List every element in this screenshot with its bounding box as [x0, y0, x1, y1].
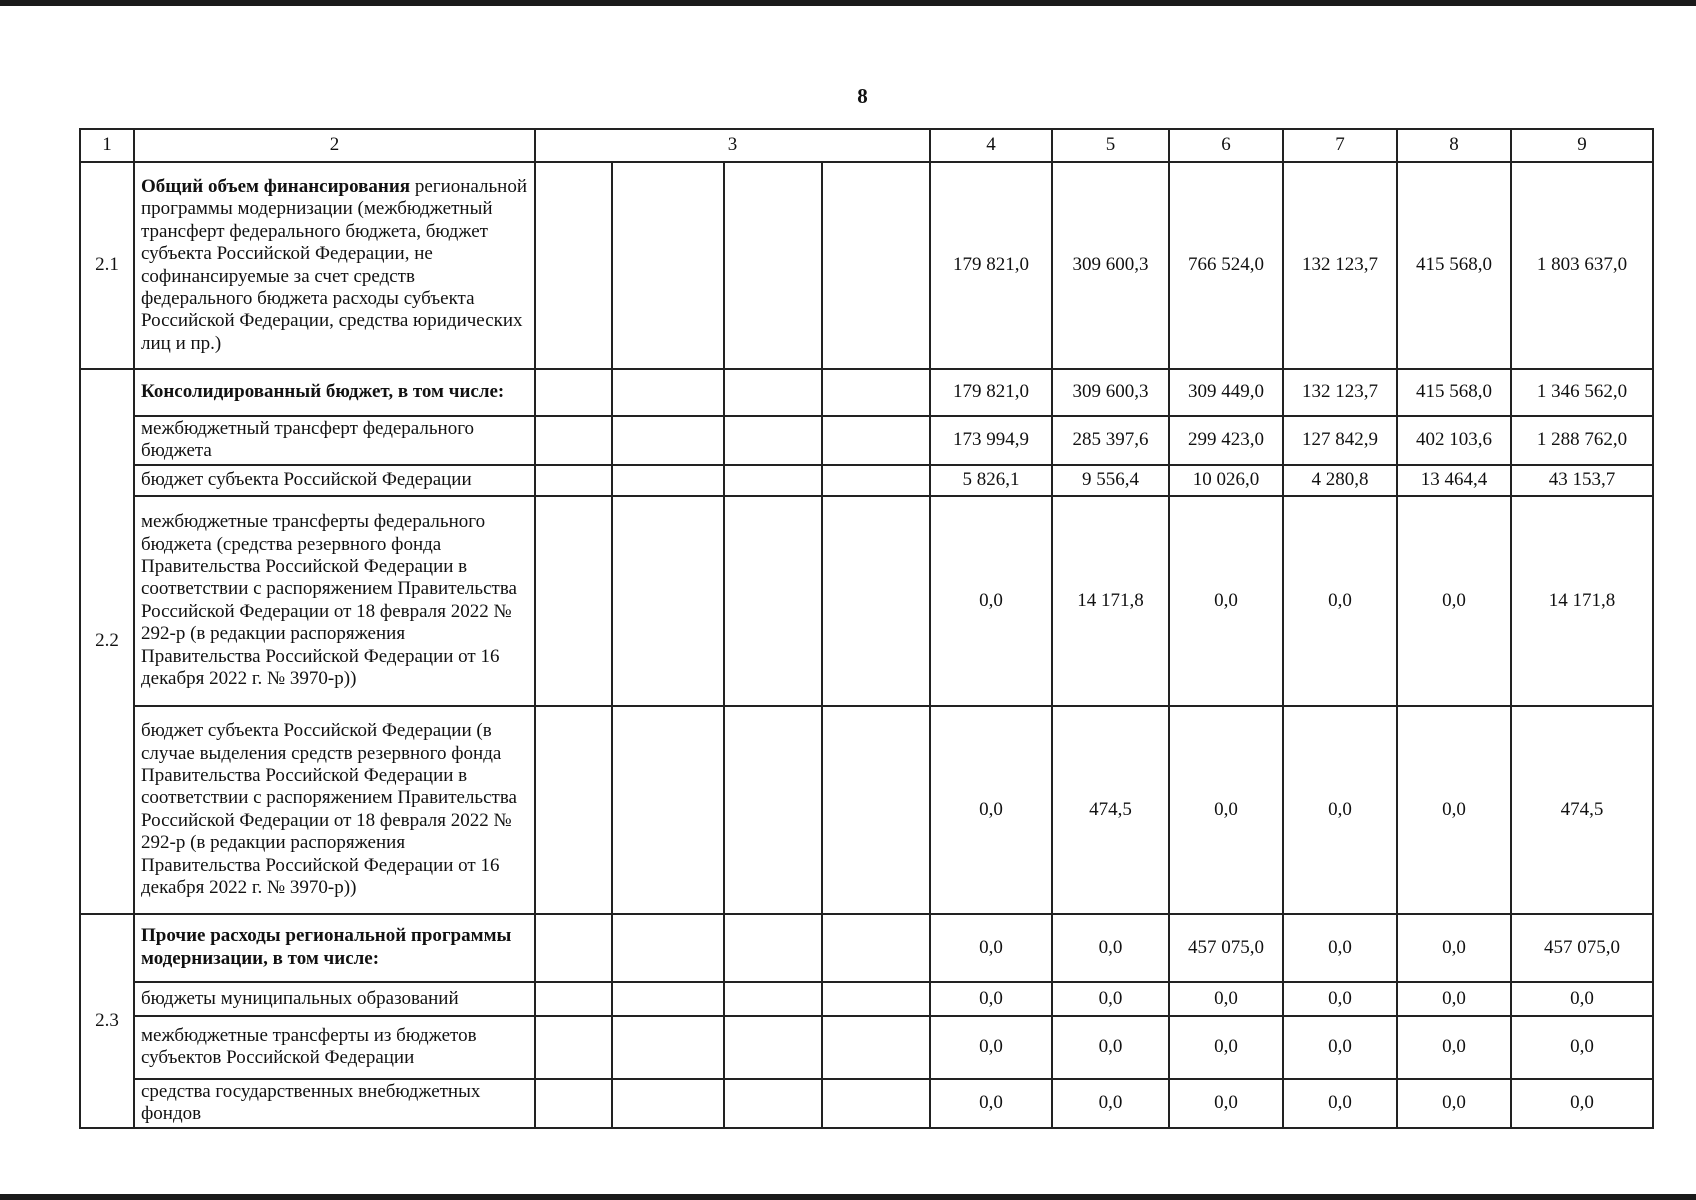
empty-cell: [724, 465, 822, 496]
header-cell: 6: [1169, 129, 1283, 162]
row-code: 2.1: [80, 162, 134, 369]
table-header-row: [80, 129, 1653, 162]
header-cell: 3: [535, 129, 930, 162]
empty-cell: [724, 706, 822, 914]
value-cell: 0,0: [1283, 914, 1397, 982]
value-cell: 10 026,0: [1169, 465, 1283, 496]
row-description: межбюджетные трансферты из бюджетов субъектов Российской Федерации: [134, 1016, 535, 1079]
value-cell: 43 153,7: [1511, 465, 1653, 496]
value-cell: 0,0: [1169, 1079, 1283, 1128]
value-cell: 132 123,7: [1283, 369, 1397, 416]
value-cell: 179 821,0: [930, 369, 1052, 416]
empty-cell: [822, 465, 930, 496]
empty-cell: [535, 706, 612, 914]
value-cell: 0,0: [1397, 1079, 1511, 1128]
scan-edge-bottom: [0, 1194, 1696, 1200]
value-cell: 0,0: [1169, 1016, 1283, 1079]
value-cell: 0,0: [1169, 496, 1283, 706]
value-cell: 0,0: [930, 706, 1052, 914]
value-cell: 0,0: [1397, 496, 1511, 706]
row-description: бюджет субъекта Российской Федерации: [134, 465, 535, 496]
scan-edge-top: [0, 0, 1696, 6]
row-description: [134, 162, 535, 369]
empty-cell: [822, 982, 930, 1016]
value-cell: 4 280,8: [1283, 465, 1397, 496]
value-cell: 1 803 637,0: [1511, 162, 1653, 369]
value-cell: 0,0: [1052, 982, 1169, 1016]
row-description: Консолидированный бюджет, в том числе:: [134, 369, 535, 416]
empty-cell: [724, 369, 822, 416]
page-number: 8: [857, 84, 868, 108]
header-cell: 4: [930, 129, 1052, 162]
value-cell: 474,5: [1511, 706, 1653, 914]
value-cell: 0,0: [1052, 1016, 1169, 1079]
empty-cell: [612, 1079, 724, 1128]
empty-cell: [535, 914, 612, 982]
header-cell: 9: [1511, 129, 1653, 162]
value-cell: 1 346 562,0: [1511, 369, 1653, 416]
value-cell: 132 123,7: [1283, 162, 1397, 369]
empty-cell: [724, 1016, 822, 1079]
value-cell: 0,0: [1283, 1079, 1397, 1128]
value-cell: 0,0: [1511, 1079, 1653, 1128]
empty-cell: [612, 982, 724, 1016]
empty-cell: [535, 465, 612, 496]
value-cell: 0,0: [1511, 1016, 1653, 1079]
table-row: [80, 982, 1653, 1016]
value-cell: 14 171,8: [1511, 496, 1653, 706]
value-cell: 299 423,0: [1169, 416, 1283, 465]
value-cell: 0,0: [930, 982, 1052, 1016]
value-cell: 0,0: [930, 1016, 1052, 1079]
value-cell: 0,0: [1283, 496, 1397, 706]
empty-cell: [535, 416, 612, 465]
empty-cell: [724, 982, 822, 1016]
value-cell: 0,0: [1052, 1079, 1169, 1128]
row-description: средства государственных внебюджетных фондов: [134, 1079, 535, 1128]
value-cell: 0,0: [1397, 1016, 1511, 1079]
empty-cell: [612, 914, 724, 982]
value-cell: 474,5: [1052, 706, 1169, 914]
value-cell: 0,0: [930, 496, 1052, 706]
empty-cell: [724, 1079, 822, 1128]
value-cell: 13 464,4: [1397, 465, 1511, 496]
empty-cell: [724, 162, 822, 369]
empty-cell: [612, 465, 724, 496]
value-cell: 766 524,0: [1169, 162, 1283, 369]
empty-cell: [535, 162, 612, 369]
table-row: [80, 914, 1653, 982]
table-row: [80, 1016, 1653, 1079]
value-cell: 127 842,9: [1283, 416, 1397, 465]
empty-cell: [822, 706, 930, 914]
empty-cell: [612, 496, 724, 706]
value-cell: 402 103,6: [1397, 416, 1511, 465]
value-cell: 0,0: [1169, 706, 1283, 914]
empty-cell: [612, 706, 724, 914]
empty-cell: [612, 416, 724, 465]
empty-cell: [724, 914, 822, 982]
value-cell: 415 568,0: [1397, 162, 1511, 369]
empty-cell: [612, 369, 724, 416]
empty-cell: [822, 496, 930, 706]
table-row: [80, 416, 1653, 465]
value-cell: 179 821,0: [930, 162, 1052, 369]
row-title-continued: региональной программы модернизации (межбюджетный трансферт федерального бюджета, бюджет субъекта Российской Федерации, не софинансируемые за счет средств федерального бюджета расходы субъекта Российской Федерации, средства юридических лиц и пр.): [141, 175, 527, 354]
value-cell: 309 600,3: [1052, 162, 1169, 369]
table-row: [80, 1079, 1653, 1128]
value-cell: 0,0: [1397, 914, 1511, 982]
value-cell: 0,0: [1397, 706, 1511, 914]
header-cell: 7: [1283, 129, 1397, 162]
header-cell: 1: [80, 129, 134, 162]
row-code: 2.3: [80, 914, 134, 1128]
value-cell: 309 449,0: [1169, 369, 1283, 416]
table-row: [80, 496, 1653, 706]
header-cell: 5: [1052, 129, 1169, 162]
value-cell: 173 994,9: [930, 416, 1052, 465]
row-description: бюджет субъекта Российской Федерации (в случае выделения средств резервного фонда Правительства Российской Федерации в соответствии с распоряжением Правительства Российской Федерации от 18 февраля 2022 № 292-р (в редакции распоряжения Правительства Российской Федерации от 16 декабря 2022 г. № 3970-р)): [134, 706, 535, 914]
table-row: [80, 706, 1653, 914]
empty-cell: [822, 914, 930, 982]
value-cell: 0,0: [1169, 982, 1283, 1016]
empty-cell: [724, 416, 822, 465]
row-description: межбюджетные трансферты федерального бюджета (средства резервного фонда Правительства Российской Федерации в соответствии с распоряжением Правительства Российской Федерации от 18 февраля 2022 № 292-р (в редакции распоряжения Правительства Российской Федерации от 16 декабря 2022 г. № 3970-р)): [134, 496, 535, 706]
table-row: [80, 162, 1653, 369]
value-cell: 9 556,4: [1052, 465, 1169, 496]
row-description: межбюджетный трансферт федерального бюджета: [134, 416, 535, 465]
value-cell: 309 600,3: [1052, 369, 1169, 416]
value-cell: 14 171,8: [1052, 496, 1169, 706]
empty-cell: [535, 369, 612, 416]
value-cell: 0,0: [1511, 982, 1653, 1016]
value-cell: 0,0: [1283, 1016, 1397, 1079]
value-cell: 0,0: [930, 914, 1052, 982]
value-cell: 0,0: [1397, 982, 1511, 1016]
row-code: 2.2: [80, 369, 134, 914]
header-cell: 2: [134, 129, 535, 162]
empty-cell: [822, 1016, 930, 1079]
value-cell: 0,0: [1052, 914, 1169, 982]
header-cell: 8: [1397, 129, 1511, 162]
empty-cell: [535, 1079, 612, 1128]
value-cell: 0,0: [1283, 982, 1397, 1016]
empty-cell: [535, 1016, 612, 1079]
row-description: Прочие расходы региональной программы модернизации, в том числе:: [134, 914, 535, 982]
empty-cell: [822, 162, 930, 369]
empty-cell: [822, 1079, 930, 1128]
value-cell: 457 075,0: [1511, 914, 1653, 982]
empty-cell: [535, 982, 612, 1016]
empty-cell: [822, 369, 930, 416]
value-cell: 285 397,6: [1052, 416, 1169, 465]
value-cell: 1 288 762,0: [1511, 416, 1653, 465]
value-cell: 457 075,0: [1169, 914, 1283, 982]
empty-cell: [822, 416, 930, 465]
table-row: [80, 369, 1653, 416]
budget-table: [79, 128, 1654, 1129]
row-title: Общий объем финансирования: [141, 175, 411, 197]
row-description: бюджеты муниципальных образований: [134, 982, 535, 1016]
value-cell: 0,0: [930, 1079, 1052, 1128]
value-cell: 0,0: [1283, 706, 1397, 914]
empty-cell: [535, 496, 612, 706]
value-cell: 5 826,1: [930, 465, 1052, 496]
table-row: [80, 465, 1653, 496]
empty-cell: [724, 496, 822, 706]
empty-cell: [612, 162, 724, 369]
empty-cell: [612, 1016, 724, 1079]
value-cell: 415 568,0: [1397, 369, 1511, 416]
